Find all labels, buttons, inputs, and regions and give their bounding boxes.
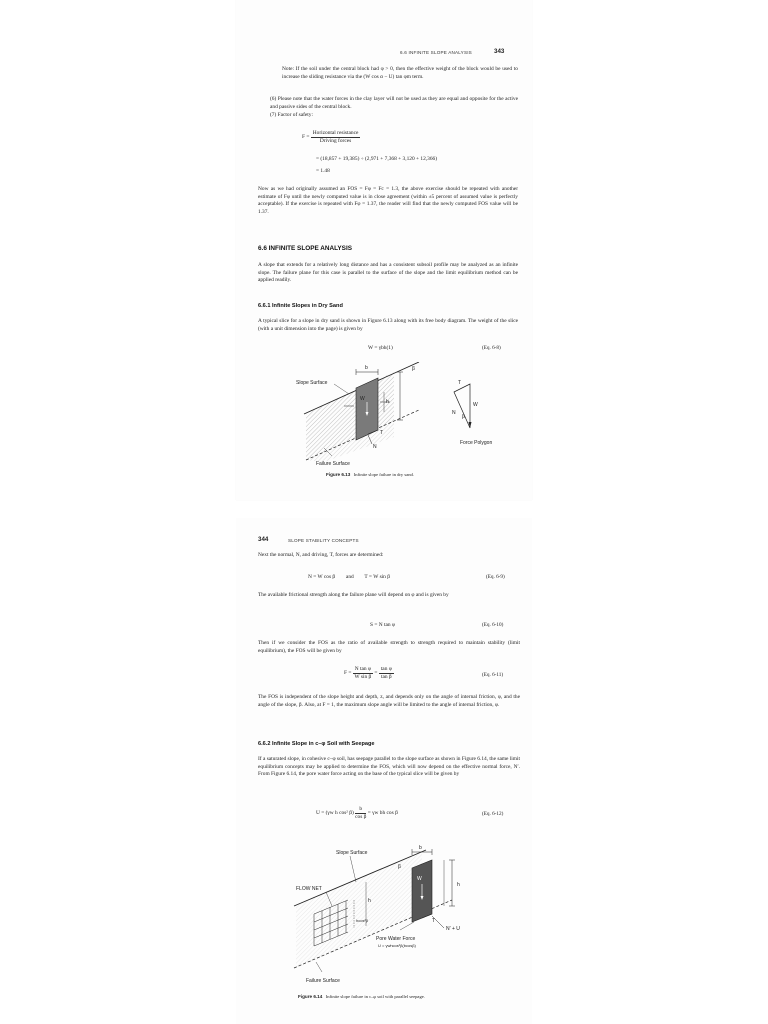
eq612-rhs: = γw bh cos β bbox=[367, 810, 398, 817]
fos-fraction bbox=[311, 130, 361, 144]
running-header: SLOPE STABILITY CONCEPTS bbox=[288, 538, 359, 543]
figure-6-13-caption bbox=[326, 472, 414, 477]
item-6: (6) Please note that the water forces in the clay layer will not be used as they are equal and opposite for the active and passive sides of the central block. bbox=[270, 96, 518, 110]
label-beta: β bbox=[412, 366, 415, 372]
soil-mass bbox=[296, 852, 422, 968]
equation-6-11 bbox=[344, 666, 394, 680]
label-slope-surface: Slope Surface bbox=[296, 380, 328, 386]
fos-line-2: = (18,857 + 19,385) ÷ (2,971 + 7,368 + 3,120 + 12,366) bbox=[316, 156, 438, 162]
caption-label: Figure 6.13 bbox=[326, 472, 351, 477]
slope-surface-pointer bbox=[350, 856, 356, 882]
available-strength-paragraph: The available frictional strength along the failure plane will depend on φ and is given by bbox=[258, 592, 449, 598]
eq611-denominator-1: W sin β bbox=[354, 673, 372, 680]
book-page-344 bbox=[236, 518, 532, 1024]
label-beta: β bbox=[398, 864, 401, 870]
label-slope-surface: Slope Surface bbox=[336, 850, 368, 856]
label-t: T bbox=[380, 430, 384, 436]
caption-text: Infinite slope failure in dry sand. bbox=[353, 472, 414, 477]
subsection-paragraph: A typical slice for a slope in dry sand is shown in Figure 6.13 along with its free body diagram. The weight of the slice (with a unit dimension into the page) is given by bbox=[258, 318, 518, 332]
fos-denominator: Driving forces bbox=[319, 137, 352, 144]
label-h: h bbox=[368, 898, 371, 904]
eq611-fraction-2 bbox=[379, 666, 394, 680]
equation-6-11-number: (Eq. 6-11) bbox=[482, 672, 504, 678]
force-polygon bbox=[454, 384, 470, 428]
item-7: (7) Factor of safety: bbox=[270, 112, 313, 118]
subsection-heading: 6.6.1 Infinite Slopes in Dry Sand bbox=[258, 303, 343, 309]
fos-lhs: F = bbox=[302, 134, 310, 141]
label-h-right: h bbox=[457, 882, 460, 888]
figure-6-14-caption bbox=[298, 994, 425, 999]
label-pore-equation: U = γwhcos²β(bcosβ) bbox=[378, 943, 416, 948]
subsection-heading: 6.6.2 Infinite Slope in c–φ Soil with Seepage bbox=[258, 741, 375, 747]
label-b: b bbox=[365, 365, 368, 371]
eq611-numerator-2: tan φ bbox=[380, 666, 392, 672]
fos-numerator: Horizontal resistance bbox=[312, 130, 359, 136]
polygon-label-t: T bbox=[458, 380, 462, 386]
equation-6-12 bbox=[316, 806, 398, 820]
equation-6-10-number: (Eq. 6-10) bbox=[482, 622, 504, 628]
equation-6-8: W = γbh(1) bbox=[368, 345, 393, 351]
caption-label: Figure 6.14 bbox=[298, 994, 323, 999]
label-failure-surface: Failure Surface bbox=[306, 978, 340, 984]
failure-surface-pointer bbox=[316, 962, 322, 972]
intro-paragraph: Next the normal, N, and driving, T, forces are determined: bbox=[258, 552, 384, 558]
label-h: h bbox=[386, 399, 389, 405]
label-w: W bbox=[360, 396, 365, 402]
eq612-lhs: U = (γw h cos² β) bbox=[316, 810, 354, 817]
subsection-paragraph: If a saturated slope, in cohesive c–φ soil, has seepage parallel to the slope surface as shown in Figure 6.14, the same limit equilibrium concepts may be applied to determine the FOS, which will now depend on the effective normal force, N′. From Figure 6.14, the pore water force acting on the base of the typical slice will be given by bbox=[258, 756, 520, 778]
equation-6-10: S = N tan φ bbox=[370, 622, 396, 628]
fos-equation bbox=[302, 130, 360, 144]
eq612-fraction bbox=[355, 806, 366, 820]
equation-6-12-number: (Eq. 6-12) bbox=[482, 811, 504, 817]
figure-6-14 bbox=[292, 844, 502, 984]
label-flow-net: FLOW NET bbox=[296, 886, 322, 892]
eq611-lhs: F = bbox=[344, 670, 352, 677]
fos-definition-paragraph: Then if we consider the FOS as the ratio of available strength to strength required to maintain stability (limit equilibrium), the FOS will be given by bbox=[258, 640, 520, 654]
label-n-prime-u: N′ + U bbox=[446, 926, 460, 932]
book-page-343 bbox=[236, 0, 532, 500]
equation-6-9: N = W cos β and T = W sin β bbox=[308, 574, 390, 580]
label-t: T bbox=[432, 918, 436, 924]
slope-surface-pointer bbox=[334, 384, 349, 394]
fos-independence-paragraph: The FOS is independent of the slope height and depth, z, and depends only on the angle of internal friction, φ, and the angle of the slope, β. Also, at F = 1, the maximum slope angle will be limited to the angle of internal friction, φ. bbox=[258, 694, 520, 708]
eq611-denominator-2: tan β bbox=[380, 673, 392, 680]
equation-6-9-number: (Eq. 6-9) bbox=[486, 574, 505, 580]
equation-6-8-number: (Eq. 6-8) bbox=[482, 345, 501, 351]
label-b: b bbox=[419, 845, 422, 851]
section-paragraph: A slope that extends for a relatively long distance and has a consistent subsoil profile may be analyzed as an infinite slope. The failure plane for this case is parallel to the surface of the slope and the limit equilibrium method can be applied readily. bbox=[258, 262, 518, 284]
pore-pointer bbox=[400, 922, 414, 930]
fos-iteration-paragraph: Now as we had originally assumed an FOS = Fφ = Fc = 1.3, the above exercise should be repeated with another estimate of Fφ until the newly computed value is in close agreement (within ±5 percent of assumed value is perfectly acceptable). If the exercise is repeated with Fφ = 1.37, the reader will find that the newly computed FOS value will be 1.37. bbox=[258, 186, 518, 215]
page-number: 343 bbox=[494, 48, 505, 55]
eq611-fraction-1 bbox=[353, 666, 373, 680]
polygon-label-beta: β bbox=[462, 414, 465, 420]
label-n: N bbox=[373, 444, 377, 450]
label-failure-surface: Failure Surface bbox=[316, 461, 350, 466]
polygon-label-n: N bbox=[452, 410, 456, 416]
figure-6-13 bbox=[294, 362, 514, 466]
label-force-polygon: Force Polygon bbox=[460, 440, 493, 446]
running-header: 6.6 INFINITE SLOPE ANALYSIS bbox=[400, 50, 472, 55]
label-w: W bbox=[417, 876, 422, 882]
label-pore-water-force: Pore Water Force bbox=[376, 936, 416, 942]
note-paragraph: Note: If the soil under the central block had φ > 0, then the effective weight of the block would be used to increase the sliding resistance via the (W cos α − U) tan φm term. bbox=[282, 66, 518, 80]
eq612-denominator: cos β bbox=[355, 813, 367, 820]
label-hcos: hcos²β bbox=[356, 918, 369, 923]
caption-text: Infinite slope failure in c–φ soil with parallel seepage. bbox=[325, 994, 425, 999]
eq612-numerator: b bbox=[355, 806, 366, 814]
fos-line-3: = 1.48 bbox=[316, 168, 330, 174]
page-number: 344 bbox=[258, 536, 269, 543]
eq611-equals: = bbox=[374, 670, 378, 677]
polygon-label-w: W bbox=[473, 402, 478, 408]
section-heading: 6.6 INFINITE SLOPE ANALYSIS bbox=[258, 245, 352, 252]
eq611-numerator-1: N tan φ bbox=[354, 666, 372, 672]
